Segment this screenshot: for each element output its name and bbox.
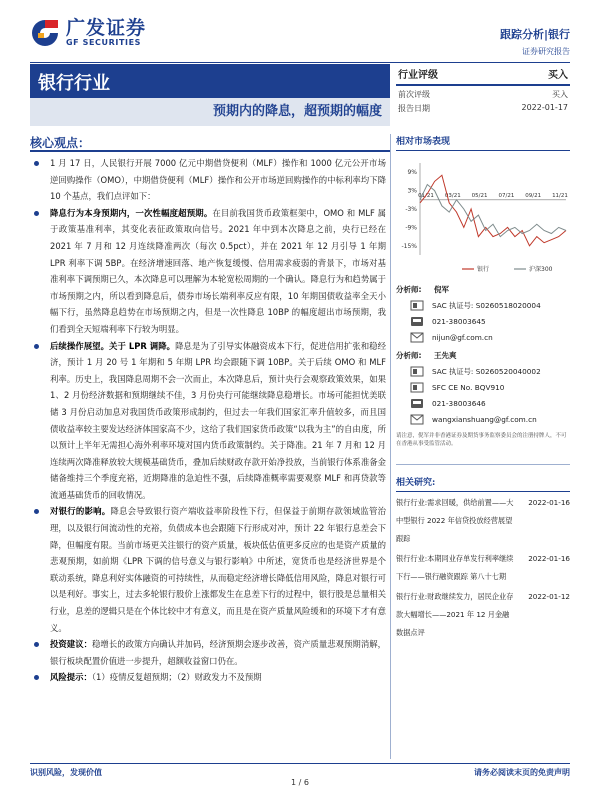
report-subtitle: 预期内的降息，超预期的幅度 [30, 98, 390, 126]
badge-icon [410, 300, 426, 311]
paragraph-lead: 投资建议： [50, 639, 93, 650]
bullet-icon [34, 211, 39, 216]
prev-rating-value: 买入 [552, 90, 568, 99]
phone-icon [410, 316, 426, 327]
paragraph-lead: 后续操作展望。关于 LPR 调降。 [50, 340, 176, 351]
report-date-value: 2022-01-17 [521, 103, 568, 112]
page-number: 1 / 6 [291, 778, 309, 787]
sac-label: SAC 执证号: [432, 366, 474, 376]
related-item-date: 2022-01-12 [528, 592, 570, 601]
related-item-date: 2022-01-16 [528, 498, 570, 507]
prev-rating-label: 前次评级 [398, 90, 430, 99]
x-tick-label: 09/21 [525, 192, 542, 199]
x-tick-label: 11/21 [552, 192, 568, 199]
analyst-email: wangxianshuang@gf.com.cn [432, 414, 537, 424]
rating-value: 买入 [548, 70, 568, 81]
x-tick-label: 05/21 [471, 192, 488, 199]
relative-performance-chart [396, 159, 570, 277]
related-item-title[interactable]: 银行行业:本期同业存单发行利率继续下行——银行融资跟踪 第八十七期 [396, 554, 514, 581]
analyst-name: 倪军 [434, 285, 449, 294]
badge-icon [410, 366, 426, 377]
paragraph-text: 在目前我国货币政策框架中，OMO 和 MLF 属于政策基准利率，其变化表征政策取向信号。2021 年中到本次降息之前，央行已经在 2021 年 7 月和 12 月连续降准两次（每次 0.5pct），并在 2021 年 12 月引导 1 年期 LPR 利率下调 5BP。在经济增速回落、地产恢复缓慢、信用需求疲弱的背景下，市场对基准利率下调预期已久，本次降息可以理解为本轮宽松周期的一个确认。降息行为和趋势属于市场预期之内，所以看到降息后，债券市场长端利率反应有限，10 年期国债收益率全天小幅下行，虽然降息趋势在市场预期之内，但是一次性降息 10BP 的幅度超出市场预期，我们看到全天短端利率下行较为明显。 [50, 207, 387, 334]
report-sub: 证券研究报告 [522, 47, 570, 56]
gf-logo-icon [30, 18, 60, 48]
y-tick-label: 9% [407, 169, 417, 177]
analyst-phone: 021-38003645 [432, 316, 486, 326]
sidebar [396, 134, 570, 642]
related-item[interactable] [396, 550, 570, 586]
paragraph [30, 155, 386, 205]
sfc-number: SFC CE No. BQV910 [432, 382, 505, 392]
analyst-label: 分析师: [396, 285, 422, 294]
legend-label: 银行 [477, 266, 490, 273]
y-tick-label: -9% [405, 224, 417, 232]
x-tick-label: 01/21 [418, 192, 434, 199]
paragraph-lead: 降息行为本身预期内，一次性幅度超预期。 [50, 207, 213, 218]
company-logo [30, 18, 146, 48]
x-tick-label: 03/21 [444, 192, 461, 199]
series-line [420, 185, 566, 237]
main-content [30, 155, 386, 686]
logo-en-text: GF SECURITIES [66, 38, 142, 47]
core-title: 核心观点： [30, 136, 91, 150]
paragraph-lead: 风险提示： [50, 672, 92, 683]
paragraph-text: （1）疫情反复超预期；（2）财政发力不及预期 [91, 672, 262, 683]
sidebar-divider [396, 464, 570, 465]
related-item-title[interactable]: 银行行业:财政继续发力，居民企业存款大幅增长——2021 年 12 月金融数据点评 [396, 592, 514, 637]
industry-title: 银行行业 [38, 73, 110, 94]
bullet-icon [34, 675, 39, 680]
bullet-icon [34, 642, 39, 647]
related-item[interactable] [396, 588, 570, 642]
sac-number: S0260520040002 [475, 366, 541, 376]
sac-number: S0260518020004 [475, 300, 541, 310]
rating-label: 行业评级 [398, 70, 438, 81]
footer-divider [30, 763, 570, 764]
x-tick-label: 07/21 [498, 192, 515, 199]
paragraph [30, 205, 386, 338]
badge-icon [410, 382, 426, 393]
legend-label: 沪深300 [529, 266, 553, 273]
footer-slogan: 识别风险，发现价值 [30, 768, 102, 777]
analyst-block [396, 283, 570, 448]
paragraph [30, 636, 386, 669]
paragraph [30, 338, 386, 504]
series-line [420, 175, 566, 246]
rating-box [396, 64, 570, 114]
paragraph-text: 稳增长的政策方向确认并加码，经济预期会逐步改善，资产质量悲观预期消解，银行板块配置价值进一步提升，超额收益窗口仍在。 [50, 639, 387, 666]
related-item-title[interactable]: 银行行业:需求回暖，供给前置——大中型银行 2022 年信贷投放经营展望跟踪 [396, 498, 514, 543]
phone-icon [410, 398, 426, 409]
related-research-title: 相关研究: [396, 475, 570, 492]
footer-disclaimer: 请务必阅读末页的免责声明 [474, 768, 570, 777]
bullet-icon [34, 344, 39, 349]
paragraph-text: 降息是为了引导实体融资成本下行，促进信用扩张和稳经济，预计 1 月 20 号 1 年期和 5 年期 LPR 均会跟随下调 10BP。关于后续 OMO 和 MLF 利率。历史上，我国降息周期不会一次而止，本次降息后，预计央行会观察政策效果，如果 1、2 月份经济数据和预期继续不佳，3 月份央行可能继续降息稳增长。市场可能担忧美联储 3 月份启动加息对我国货币政策形成制约，但过去一年我们国家汇率升值较多，而且国债收益率较主要发达经济体国家高不少，这给了我们国家货币政策“以我为主”的自由度，所以预计上半年无需担心海外利率环境对国内货币政策制约。关于降准。21 年 7 月和 12 月连续两次降准释放较大规模基础货币，叠加后续财政存款开始净投放，当前银行体系准备金储备维持三个季度充裕，近期降准的急迫性不强，后续降准概率需要观察 MLF 和再贷款等流通基础货币的回收情况。 [50, 340, 386, 500]
analyst-email: nijun@gf.com.cn [432, 332, 493, 342]
report-type: 跟踪分析|银行 [499, 28, 570, 41]
bullet-icon [34, 161, 39, 166]
paragraph [30, 669, 386, 686]
analyst-phone: 021-38003646 [432, 398, 486, 408]
market-performance-title: 相对市场表现 [396, 134, 570, 151]
chart-svg [396, 159, 570, 277]
disclaimer-note: 请注意，倪军并非香港证券及期货事务监察委员会的注册持牌人，不可在香港从事受监管活动。 [396, 433, 567, 447]
core-divider [30, 150, 390, 152]
email-icon [410, 332, 426, 343]
analyst-name: 王先爽 [434, 351, 457, 360]
paragraph-text: 1 月 17 日，人民银行开展 7000 亿元中期借贷便利（MLF）操作和 1000 亿元公开市场逆回购操作（OMO），中期借贷便利（MLF）操作和公开市场逆回购操作的中标利率均下降 10 个基点，我们点评如下： [50, 158, 386, 202]
email-icon [410, 414, 426, 425]
y-tick-label: -3% [405, 206, 417, 213]
logo-cn-text: 广发证券 [66, 17, 147, 39]
related-item[interactable] [396, 494, 570, 548]
header-divider [30, 62, 570, 63]
sac-label: SAC 执证号: [432, 300, 474, 310]
analyst-label: 分析师: [396, 351, 422, 360]
column-divider [390, 134, 391, 759]
report-date-label: 报告日期 [398, 104, 430, 113]
bullet-icon [34, 509, 39, 514]
paragraph [30, 503, 386, 636]
related-item-date: 2022-01-16 [528, 554, 570, 563]
paragraph-text: 降息会导致银行资产端收益率阶段性下行，但保益于前期存款领域监管治理，以及银行间流动性的充裕，负债成本也会跟随下行形成对冲，预计 22 年银行息差会下降，但幅度有限。当前市场更关注银行的资产质量，板块低估值更多反应的也是资产质量的悲观预期，如前期《LPR 下调的信号意义与银行影响》中所述，宽货币也是经济世界是个联动系统，降息利好实体融资的可持续性，从而稳定经济增长降低信用风险，降息对银行可以是利好。事实上，过去多轮银行股价上涨都发生在息差下行的过程中，银行股是总量相关行业，息差的逻辑只是在个体比较中才有意义，而且是在资产质量风险缓和的环境下才有意义。 [50, 506, 387, 633]
paragraph-lead: 对银行的影响。 [50, 506, 111, 517]
page-header [0, 0, 600, 62]
y-tick-label: 3% [407, 187, 417, 195]
y-tick-label: -15% [401, 242, 417, 250]
